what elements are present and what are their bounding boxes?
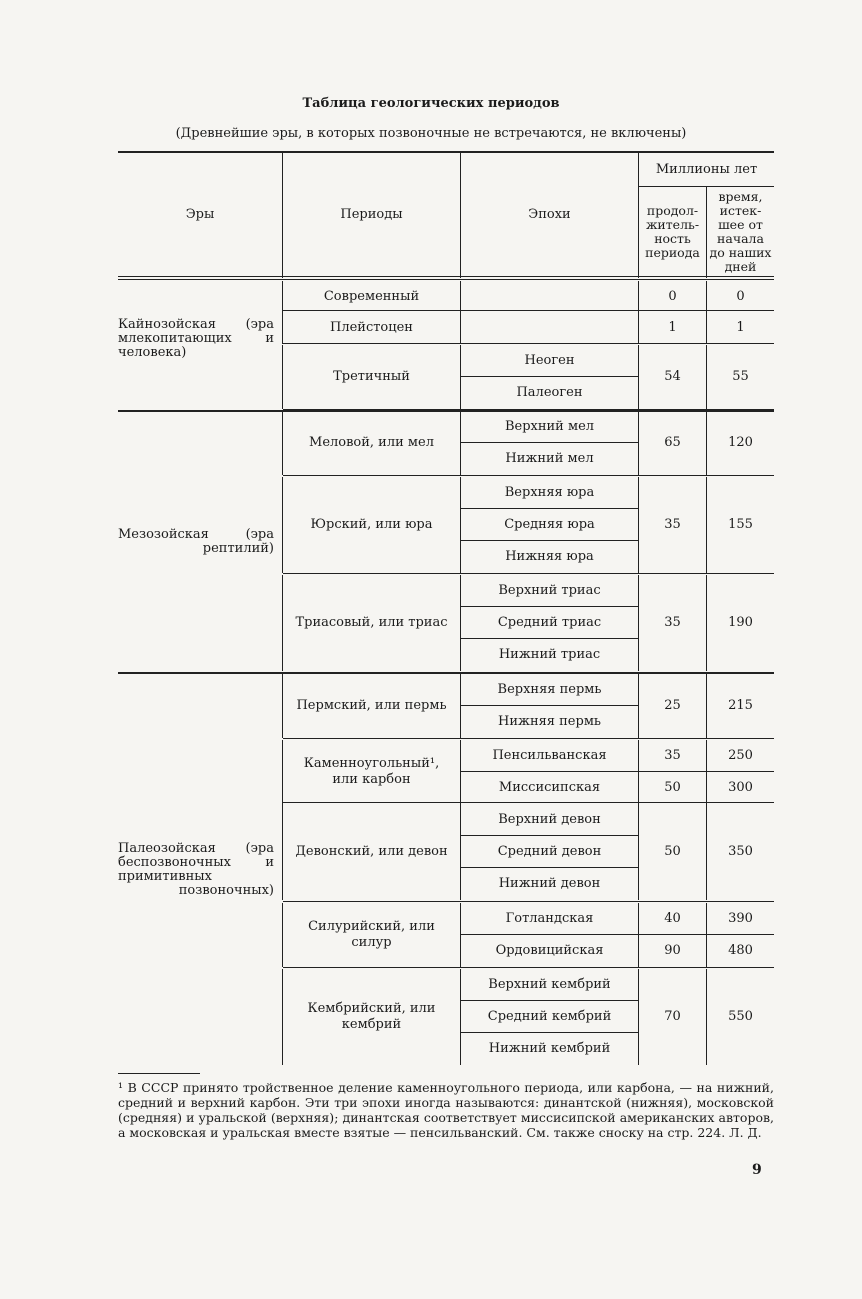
duration-value: 50: [664, 780, 681, 795]
epoch-name: Средний девон: [497, 844, 602, 859]
header-epochs: Эпохи: [528, 206, 571, 222]
row-separator: [283, 738, 774, 739]
epoch-name: Нижний кембрий: [488, 1041, 611, 1056]
row-separator: [283, 802, 774, 803]
era-cenozoic: Кайнозойская (эра млекопитающих и человека): [118, 317, 274, 360]
row-separator: [283, 672, 774, 673]
duration-value: 54: [664, 369, 681, 384]
header-bottom-rule-2: [118, 279, 774, 280]
epoch-name: Готландская: [505, 911, 594, 926]
elapsed-value: 120: [728, 435, 753, 450]
epoch-name: Нижняя пермь: [497, 714, 602, 729]
elapsed-value: 55: [732, 369, 749, 384]
duration-value: 65: [664, 435, 681, 450]
period-name: Третичный: [333, 369, 410, 384]
header-bottom-rule: [118, 276, 774, 277]
epoch-name: Пенсильванская: [492, 748, 607, 763]
duration-value: 70: [664, 1009, 681, 1024]
epoch-name: Неоген: [524, 353, 575, 368]
elapsed-value: 190: [728, 615, 753, 630]
geological-table: [118, 148, 774, 1066]
footnote-rule: [118, 1073, 200, 1074]
duration-value: 1: [668, 320, 677, 335]
epoch-name: Верхний мел: [504, 419, 595, 434]
elapsed-value: 1: [736, 320, 745, 335]
row-separator: [283, 901, 774, 902]
elapsed-value: 155: [728, 517, 753, 532]
row-separator: [283, 573, 774, 574]
period-name: Кембрийский, или кембрий: [307, 1001, 436, 1032]
epoch-name: Средний кембрий: [487, 1009, 612, 1024]
period-name: Юрский, или юра: [310, 517, 433, 532]
duration-value: 35: [664, 615, 681, 630]
epoch-name: Средний триас: [497, 615, 602, 630]
period-name: Силурийский, или силур: [308, 919, 435, 950]
duration-value: 35: [664, 748, 681, 763]
epoch-name: [461, 312, 638, 344]
epoch-name: Нижний мел: [505, 451, 594, 466]
header-elapsed: время, истек- шее от начала до наших дней: [709, 189, 772, 274]
elapsed-value: 390: [728, 911, 753, 926]
row-separator: [283, 409, 774, 410]
period-name: Каменноугольный¹, или карбон: [303, 756, 440, 787]
epoch-name: Нижний девон: [498, 876, 601, 891]
epoch-name: [461, 281, 638, 313]
duration-value: 0: [668, 289, 677, 304]
table-subtitle: (Древнейшие эры, в которых позвоночные не встречаются, не включены): [175, 126, 687, 141]
header-millions: Миллионы лет: [655, 162, 758, 177]
epoch-name: Верхняя пермь: [497, 682, 602, 697]
row-separator: [283, 475, 774, 476]
elapsed-value: 250: [728, 748, 753, 763]
era-mesozoic: Мезозойская (эра рептилий): [118, 527, 274, 556]
header-periods: Периоды: [340, 206, 403, 222]
elapsed-value: 550: [728, 1009, 753, 1024]
header-eras: Эры: [185, 206, 215, 222]
footnote: ¹ В СССР принято тройственное деление каменноугольного периода, или карбона, — на нижний, средний и верхний карбон. Эти три эпохи иногда называются: динантской (нижняя), московской (средняя) и уральской (верхняя); динантская соответствует миссисипской американских авторов, а московская и уральская вместе взятые — пенсильванский. См. также сноску на стр. 224. Л. Д.: [118, 1080, 774, 1140]
page-number: 9: [752, 1162, 762, 1178]
period-name: Пермский, или пермь: [296, 698, 447, 713]
duration-value: 50: [664, 844, 681, 859]
period-name: Меловой, или мел: [309, 435, 434, 450]
epoch-name: Нижний триас: [498, 647, 601, 662]
period-name: Девонский, или девон: [295, 844, 448, 859]
period-name: Современный: [323, 289, 420, 304]
duration-value: 90: [664, 943, 681, 958]
table-title: Таблица геологических периодов: [302, 96, 560, 111]
epoch-name: Нижняя юра: [505, 549, 594, 564]
row-separator: [283, 967, 774, 968]
era-paleozoic: Палеозойская (эра беспозвоночных и примитивных позвоночных): [118, 841, 274, 898]
epoch-name: Ордовицийская: [495, 943, 604, 958]
epoch-name: Средняя юра: [504, 517, 595, 532]
elapsed-value: 300: [728, 780, 753, 795]
epoch-name: Миссисипская: [498, 780, 601, 795]
row-separator: [283, 343, 774, 344]
row-separator: [283, 310, 774, 311]
period-name: Триасовый, или триас: [295, 615, 448, 630]
epoch-name: Верхний триас: [498, 583, 601, 598]
epoch-name: Верхний кембрий: [488, 977, 611, 992]
duration-value: 25: [664, 698, 681, 713]
elapsed-value: 350: [728, 844, 753, 859]
elapsed-value: 480: [728, 943, 753, 958]
duration-value: 40: [664, 911, 681, 926]
period-name: Плейстоцен: [330, 320, 413, 335]
epoch-name: Верхняя юра: [504, 485, 595, 500]
epoch-name: Верхний девон: [498, 812, 601, 827]
header-duration: продол- житель- ность периода: [645, 203, 700, 260]
duration-value: 35: [664, 517, 681, 532]
epoch-name: Палеоген: [516, 385, 583, 400]
elapsed-value: 215: [728, 698, 753, 713]
elapsed-value: 0: [736, 289, 745, 304]
